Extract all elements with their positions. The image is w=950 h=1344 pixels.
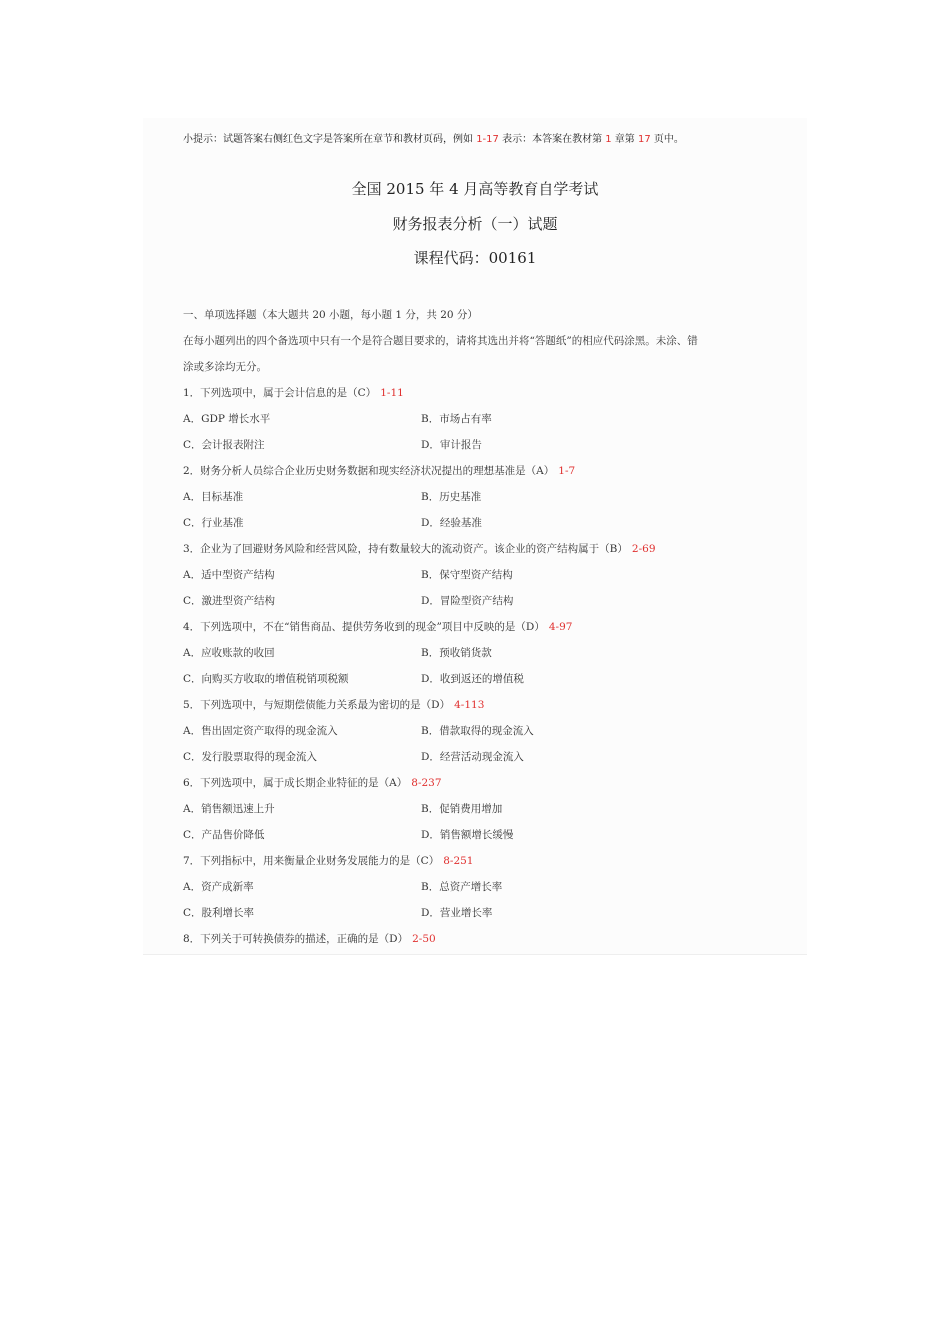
- option-a: A．销售额迅速上升: [183, 803, 275, 815]
- option-d: D．销售额增长缓慢: [421, 829, 514, 841]
- option-d: D．收到返还的增值税: [421, 673, 524, 685]
- option-b: B．预收销货款: [421, 647, 492, 659]
- option-d: D．冒险型资产结构: [421, 595, 514, 607]
- option-d: D．经验基准: [421, 517, 482, 529]
- tip-text: 表示：本答案在教材第: [498, 134, 606, 145]
- question-stem: [183, 853, 474, 868]
- option-b: B．借款取得的现金流入: [421, 725, 534, 737]
- stem-text: 2．财务分析人员综合企业历史财务数据和现实经济状况提出的理想基准是（A）: [183, 465, 555, 477]
- option-c: C．股利增长率: [183, 907, 255, 919]
- stem-text: 4．下列选项中，不在“销售商品、提供劳务收到的现金”项目中反映的是（D）: [183, 621, 545, 633]
- course-code: 课程代码：00161: [413, 249, 537, 267]
- section-instruction: 在每小题列出的四个备选项中只有一个是符合题目要求的，请将其选出并将“答题纸”的相应代码涂黑。未涂、错: [183, 335, 698, 347]
- stem-text: 3．企业为了回避财务风险和经营风险，持有数量较大的流动资产。该企业的资产结构属于（B）: [183, 543, 628, 555]
- option-c: C．产品售价降低: [183, 829, 265, 841]
- question-stem: [183, 463, 575, 478]
- stem-text: 5．下列选项中，与短期偿债能力关系最为密切的是（D）: [183, 699, 451, 711]
- tip-text: 页中。: [650, 134, 684, 145]
- textbook-ref: 2-50: [412, 933, 436, 945]
- option-d: D．审计报告: [421, 439, 482, 451]
- answer-tip: [183, 130, 684, 145]
- textbook-ref: 2-69: [631, 543, 656, 555]
- exam-title: 全国 2015 年 4 月高等教育自学考试: [351, 180, 599, 198]
- stem-text: 1．下列选项中，属于会计信息的是（C）: [183, 387, 377, 399]
- option-b: B．总资产增长率: [421, 881, 503, 893]
- tip-text: 章第: [611, 134, 638, 145]
- textbook-ref: 1-7: [558, 465, 576, 477]
- question-stem: [183, 775, 442, 790]
- question-stem: [183, 697, 484, 712]
- tip-text: 小提示：试题答案右侧红色文字是答案所在章节和教材页码，例如: [183, 134, 477, 145]
- section-instruction: 涂或多涂均无分。: [183, 361, 267, 373]
- section-heading: 一、单项选择题（本大题共 20 小题，每小题 1 分，共 20 分）: [183, 309, 478, 321]
- option-b: B．历史基准: [421, 491, 482, 503]
- textbook-ref: 1-11: [380, 387, 404, 399]
- option-d: D．营业增长率: [421, 907, 493, 919]
- option-a: A．应收账款的收回: [183, 647, 275, 659]
- textbook-ref: 4-113: [454, 699, 485, 711]
- stem-text: 8．下列关于可转换债券的描述，正确的是（D）: [183, 933, 409, 945]
- option-c: C．行业基准: [183, 517, 244, 529]
- option-a: A．目标基准: [183, 491, 244, 503]
- option-c: C．发行股票取得的现金流入: [183, 751, 318, 763]
- option-d: D．经营活动现金流入: [421, 751, 524, 763]
- question-stem: [183, 541, 656, 556]
- tip-page: 17: [637, 134, 651, 145]
- textbook-ref: 4-97: [548, 621, 573, 633]
- question-stem: [183, 619, 572, 634]
- tip-chapter: 1: [605, 134, 612, 145]
- option-a: A．GDP 增长水平: [183, 413, 271, 425]
- option-c: C．向购买方收取的增值税销项税额: [183, 673, 349, 685]
- question-stem: [183, 385, 404, 400]
- option-c: C．激进型资产结构: [183, 595, 276, 607]
- textbook-ref: 8-237: [411, 777, 442, 789]
- option-a: A．售出固定资产取得的现金流入: [183, 725, 338, 737]
- option-a: A．资产成新率: [183, 881, 254, 893]
- stem-text: 7．下列指标中，用来衡量企业财务发展能力的是（C）: [183, 855, 440, 867]
- option-c: C．会计报表附注: [183, 439, 265, 451]
- stem-text: 6．下列选项中，属于成长期企业特征的是（A）: [183, 777, 408, 789]
- option-b: B．市场占有率: [421, 413, 492, 425]
- question-stem: [183, 931, 436, 946]
- subject-title: 财务报表分析（一）试题: [392, 215, 558, 233]
- tip-example-ref: 1-17: [476, 134, 499, 145]
- textbook-ref: 8-251: [443, 855, 474, 867]
- option-b: B．保守型资产结构: [421, 569, 513, 581]
- option-b: B．促销费用增加: [421, 803, 503, 815]
- option-a: A．适中型资产结构: [183, 569, 275, 581]
